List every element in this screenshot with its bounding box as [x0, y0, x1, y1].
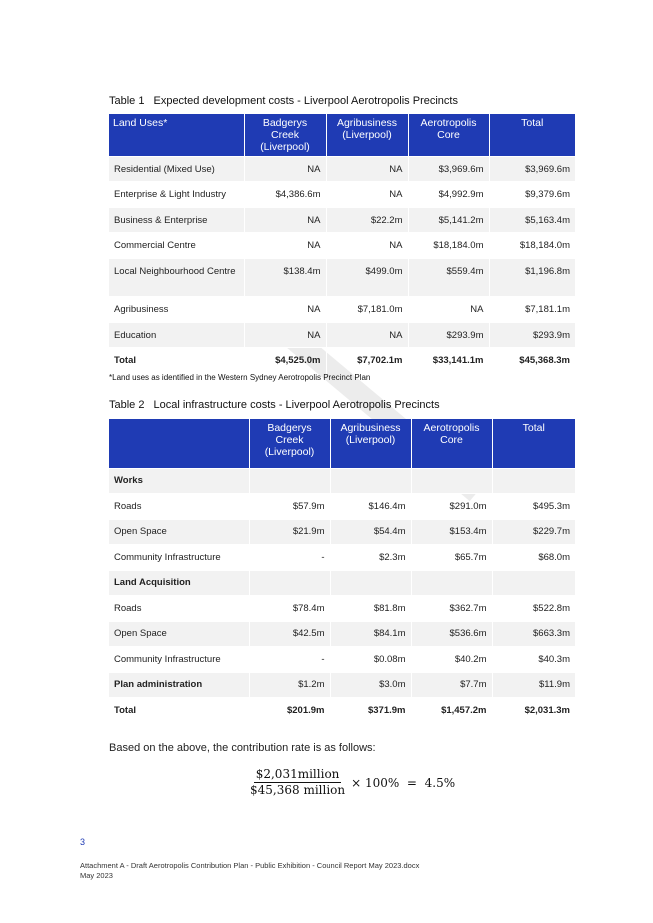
cell: $5,163.4m	[489, 208, 575, 233]
table2-header-blank	[109, 419, 249, 468]
row-label: Local Neighbourhood Centre	[109, 259, 244, 297]
cell	[492, 570, 575, 595]
table1-header-badgerys: Badgerys Creek (Liverpool)	[244, 114, 326, 157]
cell: $522.8m	[492, 595, 575, 621]
cell: NA	[244, 208, 326, 233]
cell: $536.6m	[411, 621, 492, 646]
table-row	[109, 519, 575, 544]
table-row	[109, 493, 575, 519]
row-label: Plan administration	[109, 672, 249, 697]
table-row	[109, 595, 575, 621]
table1	[109, 114, 575, 374]
cell: $3,969.6m	[408, 157, 489, 182]
cell: NA	[326, 233, 408, 259]
row-label: Enterprise & Light Industry	[109, 182, 244, 208]
row-label: Roads	[109, 595, 249, 621]
table-row	[109, 672, 575, 697]
table1-caption-title: Expected development costs - Liverpool Aerotropolis Precincts	[153, 95, 458, 107]
cell	[249, 468, 330, 493]
row-label: Commercial Centre	[109, 233, 244, 259]
cell: $7.7m	[411, 672, 492, 697]
cell: $7,181.0m	[326, 297, 408, 323]
cell: $1.2m	[249, 672, 330, 697]
cell: $78.4m	[249, 595, 330, 621]
cell: $5,141.2m	[408, 208, 489, 233]
cell: $68.0m	[492, 544, 575, 570]
cell: NA	[326, 157, 408, 182]
cell: $2.3m	[330, 544, 411, 570]
formula-result: × 100% = 4.5%	[351, 775, 456, 790]
cell: $33,141.1m	[408, 348, 489, 374]
table2-header-row	[109, 419, 575, 468]
table2	[109, 419, 575, 723]
cell: NA	[326, 323, 408, 348]
cell: $291.0m	[411, 493, 492, 519]
table-row	[109, 259, 575, 297]
table1-header-land-uses: Land Uses*	[109, 114, 244, 157]
cell: $22.2m	[326, 208, 408, 233]
cell: $559.4m	[408, 259, 489, 297]
cell: $7,702.1m	[326, 348, 408, 374]
table1-header-core: Aerotropolis Core	[408, 114, 489, 157]
table2-header-total: Total	[492, 419, 575, 468]
cell: NA	[408, 297, 489, 323]
cell: $663.3m	[492, 621, 575, 646]
cell: $0.08m	[330, 646, 411, 672]
cell: $4,525.0m	[244, 348, 326, 374]
row-label: Total	[109, 697, 249, 723]
table2-caption-title: Local infrastructure costs - Liverpool Aerotropolis Precincts	[153, 399, 440, 411]
cell: $146.4m	[330, 493, 411, 519]
row-label: Open Space	[109, 519, 249, 544]
row-label: Community Infrastructure	[109, 646, 249, 672]
table1-header-total: Total	[489, 114, 575, 157]
row-label: Total	[109, 348, 244, 374]
table2-header-core: Aerotropolis Core	[411, 419, 492, 468]
table1-header-row	[109, 114, 575, 157]
section-label: Land Acquisition	[109, 570, 249, 595]
cell: $3,969.6m	[489, 157, 575, 182]
page-number: 3	[80, 837, 86, 847]
cell: $201.9m	[249, 697, 330, 723]
row-label: Roads	[109, 493, 249, 519]
cell: $4,386.6m	[244, 182, 326, 208]
cell: $18,184.0m	[489, 233, 575, 259]
cell: $499.0m	[326, 259, 408, 297]
table2-total-row	[109, 697, 575, 723]
cell: NA	[244, 297, 326, 323]
cell	[330, 468, 411, 493]
cell: $54.4m	[330, 519, 411, 544]
cell: $153.4m	[411, 519, 492, 544]
row-label: Agribusiness	[109, 297, 244, 323]
cell: $4,992.9m	[408, 182, 489, 208]
cell: $21.9m	[249, 519, 330, 544]
table2-section-works	[109, 468, 575, 493]
cell: $293.9m	[489, 323, 575, 348]
cell: $18,184.0m	[408, 233, 489, 259]
cell	[330, 570, 411, 595]
table2-caption	[109, 399, 440, 411]
table2-header-agribusiness: Agribusiness (Liverpool)	[330, 419, 411, 468]
cell: $42.5m	[249, 621, 330, 646]
cell: -	[249, 544, 330, 570]
formula-fraction	[250, 767, 345, 798]
cell: $138.4m	[244, 259, 326, 297]
formula-numerator: $2,031million	[255, 767, 340, 781]
cell: $229.7m	[492, 519, 575, 544]
table1-caption	[109, 95, 458, 107]
cell: NA	[244, 323, 326, 348]
table1-caption-number: Table 1	[109, 95, 145, 107]
footer-filename: Attachment A - Draft Aerotropolis Contribution Plan - Public Exhibition - Council Report May 2023.docx	[80, 861, 420, 870]
table-row	[109, 208, 575, 233]
table-row	[109, 297, 575, 323]
cell: $1,457.2m	[411, 697, 492, 723]
table2-caption-number: Table 2	[109, 399, 145, 411]
table1-header-agribusiness: Agribusiness (Liverpool)	[326, 114, 408, 157]
cell: $57.9m	[249, 493, 330, 519]
table-row	[109, 157, 575, 182]
cell: $7,181.1m	[489, 297, 575, 323]
table2-header-badgerys: Badgerys Creek (Liverpool)	[249, 419, 330, 468]
row-label: Education	[109, 323, 244, 348]
cell	[411, 570, 492, 595]
cell	[411, 468, 492, 493]
cell: $9,379.6m	[489, 182, 575, 208]
table-row	[109, 233, 575, 259]
table1-total-row	[109, 348, 575, 374]
cell: $362.7m	[411, 595, 492, 621]
cell: $11.9m	[492, 672, 575, 697]
contribution-rate-paragraph: Based on the above, the contribution rate is as follows:	[109, 742, 376, 754]
cell: $40.3m	[492, 646, 575, 672]
row-label: Residential (Mixed Use)	[109, 157, 244, 182]
cell: $3.0m	[330, 672, 411, 697]
cell: -	[249, 646, 330, 672]
cell	[492, 468, 575, 493]
cell: $81.8m	[330, 595, 411, 621]
table2-section-land	[109, 570, 575, 595]
footer-date: May 2023	[80, 871, 113, 880]
cell: $371.9m	[330, 697, 411, 723]
row-label: Business & Enterprise	[109, 208, 244, 233]
cell: $84.1m	[330, 621, 411, 646]
row-label: Community Infrastructure	[109, 544, 249, 570]
cell: NA	[326, 182, 408, 208]
document-footer	[80, 861, 419, 881]
formula-denominator: $45,368 million	[250, 783, 346, 797]
cell: $45,368.3m	[489, 348, 575, 374]
cell: NA	[244, 157, 326, 182]
cell: $495.3m	[492, 493, 575, 519]
table-row	[109, 182, 575, 208]
cell: $40.2m	[411, 646, 492, 672]
contribution-formula	[250, 767, 455, 798]
cell: $1,196.8m	[489, 259, 575, 297]
table-row	[109, 323, 575, 348]
table-row	[109, 544, 575, 570]
cell: NA	[244, 233, 326, 259]
table-row	[109, 646, 575, 672]
cell	[249, 570, 330, 595]
table-row	[109, 621, 575, 646]
cell: $293.9m	[408, 323, 489, 348]
row-label: Open Space	[109, 621, 249, 646]
table1-footnote: *Land uses as identified in the Western Sydney Aerotropolis Precinct Plan	[109, 373, 371, 382]
cell: $65.7m	[411, 544, 492, 570]
section-label: Works	[109, 468, 249, 493]
cell: $2,031.3m	[492, 697, 575, 723]
